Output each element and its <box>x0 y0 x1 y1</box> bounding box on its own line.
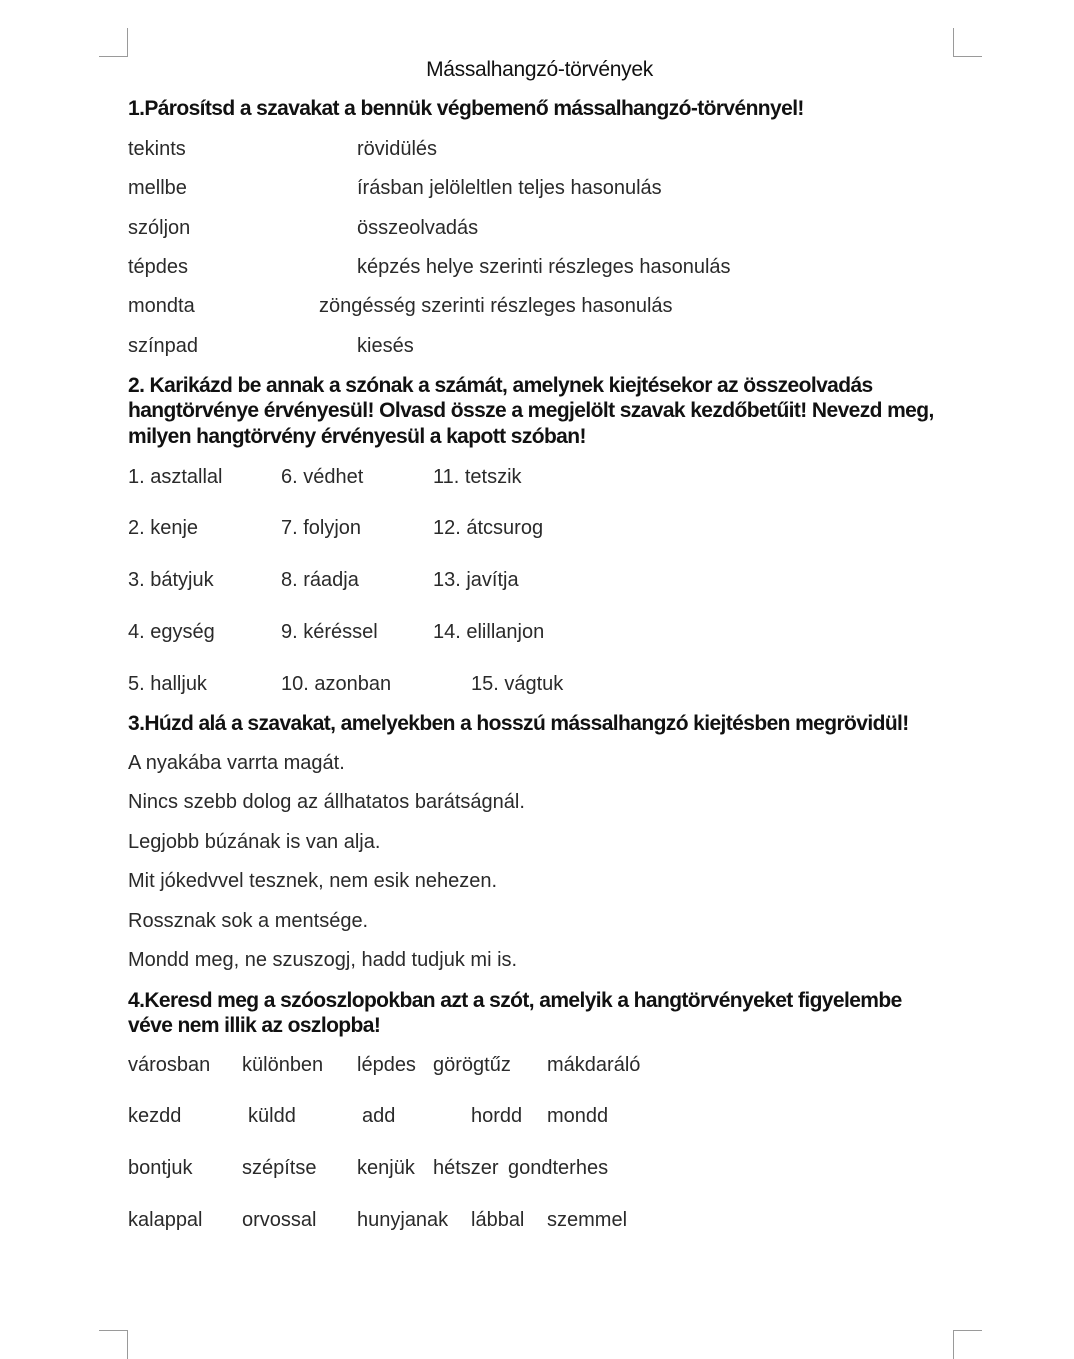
crop-mark-top-right <box>953 28 982 57</box>
task2-item: 9. kéréssel <box>281 621 378 643</box>
crop-mark-bottom-right <box>953 1330 982 1359</box>
crop-mark-top-left <box>99 28 128 57</box>
task2-item: 11. tetszik <box>433 466 522 488</box>
task2-item: 14. elillanjon <box>433 621 545 643</box>
task3-sentence: A nyakába varrta magát. <box>128 752 345 774</box>
task4-heading-line: véve nem illik az oszlopba! <box>128 1014 381 1037</box>
task2-item: 6. védhet <box>281 466 364 488</box>
task4-word: kezdd <box>128 1105 182 1127</box>
task2-heading-line: 2. Karikázd be annak a szónak a számát, amelynek kiejtésekor az összeolvadás <box>128 374 873 397</box>
task4-word: add <box>362 1105 396 1127</box>
task3-sentence: Mit jókedvvel tesznek, nem esik nehezen. <box>128 870 498 892</box>
task1-word: mellbe <box>128 177 187 199</box>
page-title: Mássalhangzó-törvények <box>426 58 653 81</box>
task1-term: kiesés <box>357 335 414 357</box>
task1-term: zöngésség szerinti részleges hasonulás <box>319 295 673 317</box>
task3-sentence: Mondd meg, ne szuszogj, hadd tudjuk mi is. <box>128 949 518 971</box>
task4-word: gondterhes <box>508 1157 609 1179</box>
task2-item: 10. azonban <box>281 673 392 695</box>
task3-sentence: Rossznak sok a mentsége. <box>128 910 369 932</box>
task4-word: hunyjanak <box>357 1209 449 1231</box>
task1-term: összeolvadás <box>357 217 479 239</box>
task3-sentence: Nincs szebb dolog az állhatatos barátságnál. <box>128 791 525 813</box>
task2-item: 3. bátyjuk <box>128 569 214 591</box>
task3-heading: 3.Húzd alá a szavakat, amelyekben a hosszú mássalhangzó kiejtésben megrövidül! <box>128 712 909 735</box>
task4-word: mondd <box>547 1105 609 1127</box>
task4-word: görögtűz <box>433 1054 511 1076</box>
task4-word: kenjük <box>357 1157 415 1179</box>
task2-item: 2. kenje <box>128 517 199 539</box>
task4-word: hétszer <box>433 1157 499 1179</box>
task2-item: 8. ráadja <box>281 569 359 591</box>
task1-word: tekints <box>128 138 186 160</box>
task1-word: tépdes <box>128 256 189 278</box>
task4-word: lépdes <box>357 1054 416 1076</box>
task4-word: szemmel <box>547 1209 628 1231</box>
task1-term: rövidülés <box>357 138 438 160</box>
task4-word: hordd <box>471 1105 523 1127</box>
task4-word: küldd <box>248 1105 296 1127</box>
task2-item: 4. egység <box>128 621 215 643</box>
task1-heading: 1.Párosítsd a szavakat a bennük végbemenő mássalhangzó-törvénnyel! <box>128 97 804 120</box>
task2-item: 13. javítja <box>433 569 519 591</box>
task2-item: 1. asztallal <box>128 466 223 488</box>
task2-heading-line: milyen hangtörvény érvényesül a kapott szóban! <box>128 425 586 448</box>
task4-word: városban <box>128 1054 211 1076</box>
task1-term: írásban jelöleltlen teljes hasonulás <box>357 177 662 199</box>
task2-heading-line: hangtörvénye érvényesül! Olvasd össze a megjelölt szavak kezdőbetűit! Nevezd meg, <box>128 399 934 422</box>
task4-word: mákdaráló <box>547 1054 641 1076</box>
task4-word: orvossal <box>242 1209 317 1231</box>
task2-item: 15. vágtuk <box>471 673 564 695</box>
task4-word: szépítse <box>242 1157 317 1179</box>
task4-word: különben <box>242 1054 324 1076</box>
crop-mark-bottom-left <box>99 1330 128 1359</box>
task1-word: színpad <box>128 335 199 357</box>
task4-word: bontjuk <box>128 1157 193 1179</box>
task3-sentence: Legjobb búzának is van alja. <box>128 831 381 853</box>
task2-item: 12. átcsurog <box>433 517 544 539</box>
task2-item: 5. halljuk <box>128 673 207 695</box>
task4-word: lábbal <box>471 1209 525 1231</box>
task1-word: mondta <box>128 295 195 317</box>
task4-word: kalappal <box>128 1209 203 1231</box>
task1-term: képzés helye szerinti részleges hasonulás <box>357 256 731 278</box>
task2-item: 7. folyjon <box>281 517 362 539</box>
task4-heading-line: 4.Keresd meg a szóoszlopokban azt a szót, amelyik a hangtörvényeket figyelembe <box>128 989 902 1012</box>
task1-word: szóljon <box>128 217 191 239</box>
